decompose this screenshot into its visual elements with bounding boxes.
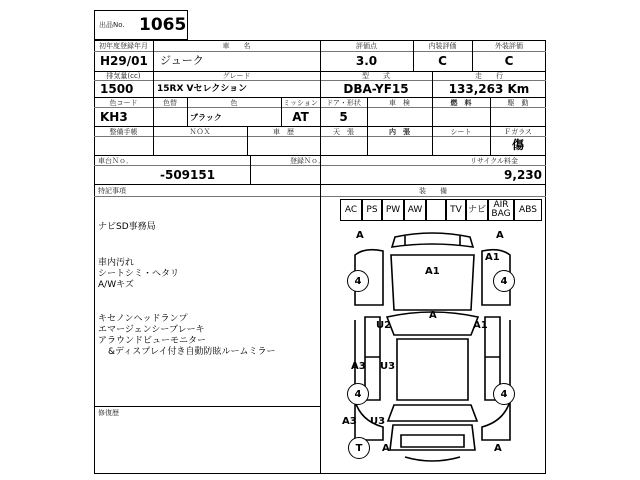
inspection-label: 車 検	[389, 99, 410, 107]
note-line: エマージェンシーブレーキ	[98, 325, 205, 335]
damage-code: A	[356, 230, 364, 241]
note-line: A/Wキズ	[98, 280, 134, 290]
equip-ps: PS	[362, 199, 382, 221]
color-code: KH3	[100, 110, 128, 124]
note-line: アラウンドビューモニター	[98, 336, 207, 346]
tire-rear-right: 4	[493, 383, 515, 405]
shade-label: 色替	[163, 99, 177, 107]
color: ブラック	[190, 113, 222, 122]
grade: 15RX Vセレクション	[157, 84, 248, 94]
interior-grade: C	[438, 54, 447, 68]
grade-label: グレード	[222, 72, 251, 80]
spare-tire: T	[348, 437, 370, 459]
damage-code: A	[429, 310, 437, 321]
tire-front-right: 4	[493, 270, 515, 292]
reg-year-label: 初年度登録年月	[99, 42, 148, 50]
mileage: 133,263 Km	[448, 82, 530, 96]
door-label: ドア・形状	[326, 99, 361, 107]
equip-pw: PW	[382, 199, 404, 221]
damage-code: A1	[473, 320, 488, 331]
damage-code: U2	[376, 320, 392, 331]
score-label: 評価点	[356, 42, 377, 50]
tire-front-left: 4	[347, 270, 369, 292]
lot-number-box	[94, 10, 188, 40]
fuel-label: 燃 料	[450, 99, 472, 107]
mission-label: ミッション	[283, 99, 318, 107]
mileage-label: 走 行	[475, 72, 503, 80]
equip-ac: AC	[340, 199, 362, 221]
mission: AT	[292, 110, 309, 124]
equip-airbag: AIR BAG	[488, 199, 514, 221]
equip-aw: AW	[404, 199, 426, 221]
repair-history-label: 修復歴	[98, 409, 119, 417]
seat-label: シート	[450, 128, 472, 136]
damage-code: U3	[380, 361, 396, 372]
equip-abs: ABS	[514, 199, 542, 221]
score: 3.0	[355, 54, 378, 68]
recycle-fee: 9,230	[504, 168, 542, 182]
reg-year: H29/01	[100, 54, 148, 68]
recycle-label: リサイクル料金	[470, 157, 519, 165]
glass-label: Ｆガラス	[504, 128, 532, 136]
equip-tv: TV	[446, 199, 466, 221]
exterior-grade: C	[504, 54, 514, 68]
damage-code: A3	[342, 416, 357, 427]
damage-code: U3	[370, 416, 386, 427]
sky-label: 天 張	[333, 128, 354, 136]
tire-rear-left: 4	[347, 383, 369, 405]
color-label: 色	[230, 99, 238, 107]
nox-label: ＮＯＸ	[189, 128, 211, 136]
exterior-label: 外装評価	[495, 42, 523, 50]
notes-label: 特記事項	[98, 187, 126, 195]
equipment-label: 装 備	[419, 187, 447, 195]
car-name: ジューク	[160, 54, 204, 67]
glass-value: 傷	[511, 138, 524, 152]
history-label: 車 歴	[273, 128, 294, 136]
note-line: 車内汚れ	[98, 258, 135, 268]
model: DBA-YF15	[343, 82, 409, 96]
chassis-number: -509151	[160, 168, 216, 182]
cc: 1500	[100, 82, 134, 96]
chassis-label: 車台Ｎｏ．	[98, 157, 133, 165]
car-name-label: 車 名	[222, 42, 251, 50]
note-line: キセノンヘッドランプ	[98, 314, 188, 324]
damage-code: A1	[425, 266, 440, 277]
note-line: &ディスプレイ付き自動防眩ルームミラー	[108, 347, 276, 357]
damage-code: A3	[351, 361, 366, 372]
model-label: 型 式	[362, 72, 390, 80]
color-code-label: 色コード	[109, 99, 138, 107]
note-line: ナビSD事務局	[98, 222, 156, 232]
lot-number-label: 出品No.	[99, 21, 125, 29]
car-damage-diagram	[325, 225, 540, 470]
lot-number: 1065	[139, 15, 187, 35]
interior-label: 内装評価	[428, 42, 457, 50]
damage-code: A1	[485, 252, 500, 263]
door: 5	[339, 110, 348, 124]
equip-blank	[426, 199, 446, 221]
damage-code: A	[496, 230, 504, 241]
drive-label: 駆 動	[507, 99, 529, 107]
damage-code: A	[382, 443, 390, 454]
note-line: シートシミ・ヘタリ	[98, 269, 180, 279]
equip-navi: ナビ	[466, 199, 488, 221]
interior-roof-label: 内 張	[389, 128, 410, 136]
cc-label: 排気量(cc)	[106, 72, 141, 80]
manual-label: 整備手帳	[109, 128, 138, 136]
damage-code: A	[494, 443, 502, 454]
regno-label: 登録Ｎｏ．	[290, 157, 325, 165]
